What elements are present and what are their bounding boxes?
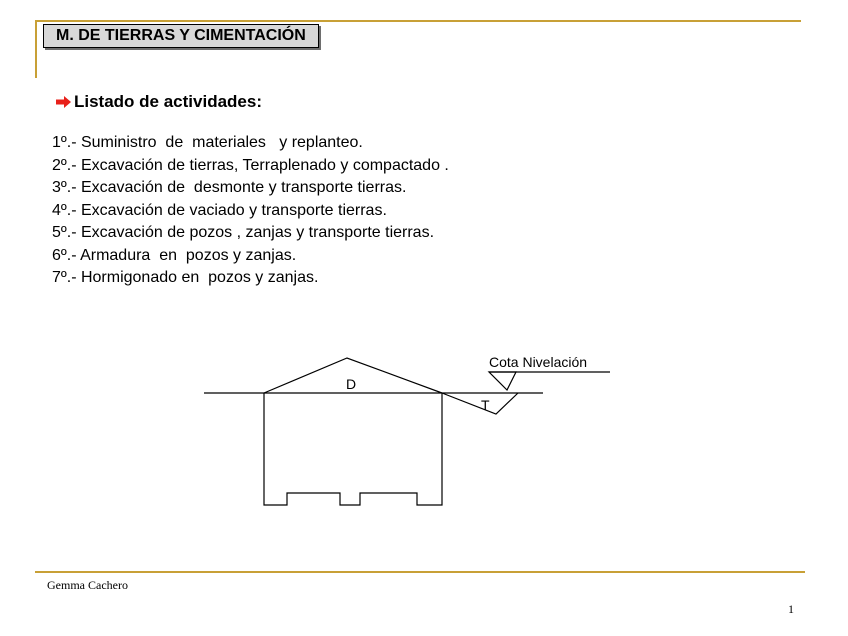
- slide-title: M. DE TIERRAS Y CIMENTACIÓN: [43, 24, 319, 48]
- page-number: 1: [788, 602, 794, 616]
- right-arrow-icon: [56, 96, 71, 108]
- foundation-footings: [264, 486, 442, 505]
- left-accent-rule: [35, 20, 37, 78]
- footer-author: Gemma Cachero: [47, 578, 128, 592]
- list-item: 2º.- Excavación de tierras, Terraplenado y compactado .: [52, 156, 449, 174]
- fill-trench: [442, 393, 518, 414]
- list-item: 4º.- Excavación de vaciado y transporte tierras.: [52, 201, 387, 219]
- list-item: 5º.- Excavación de pozos , zanjas y transporte tierras.: [52, 224, 435, 241]
- section-heading-label: Listado de actividades:: [74, 92, 262, 111]
- list-item: 7º.- Hormigonado en pozos y zanjas.: [52, 269, 319, 286]
- level-label: Cota Nivelación: [489, 354, 588, 370]
- bottom-accent-rule: [35, 571, 805, 573]
- activity-list: [52, 132, 449, 290]
- list-item: 3º.- Excavación de desmonte y transporte tierras.: [52, 179, 407, 196]
- desmonte-label: D: [346, 376, 357, 392]
- list-item: 6º.- Armadura en pozos y zanjas.: [52, 246, 297, 264]
- top-accent-rule: [35, 20, 801, 22]
- terraplen-label: T: [481, 397, 490, 413]
- level-mark-triangle: [489, 372, 516, 390]
- list-item: 1º.- Suministro de materiales y replanteo.: [52, 134, 363, 151]
- earthwork-diagram: [200, 348, 620, 513]
- section-heading: [56, 92, 262, 112]
